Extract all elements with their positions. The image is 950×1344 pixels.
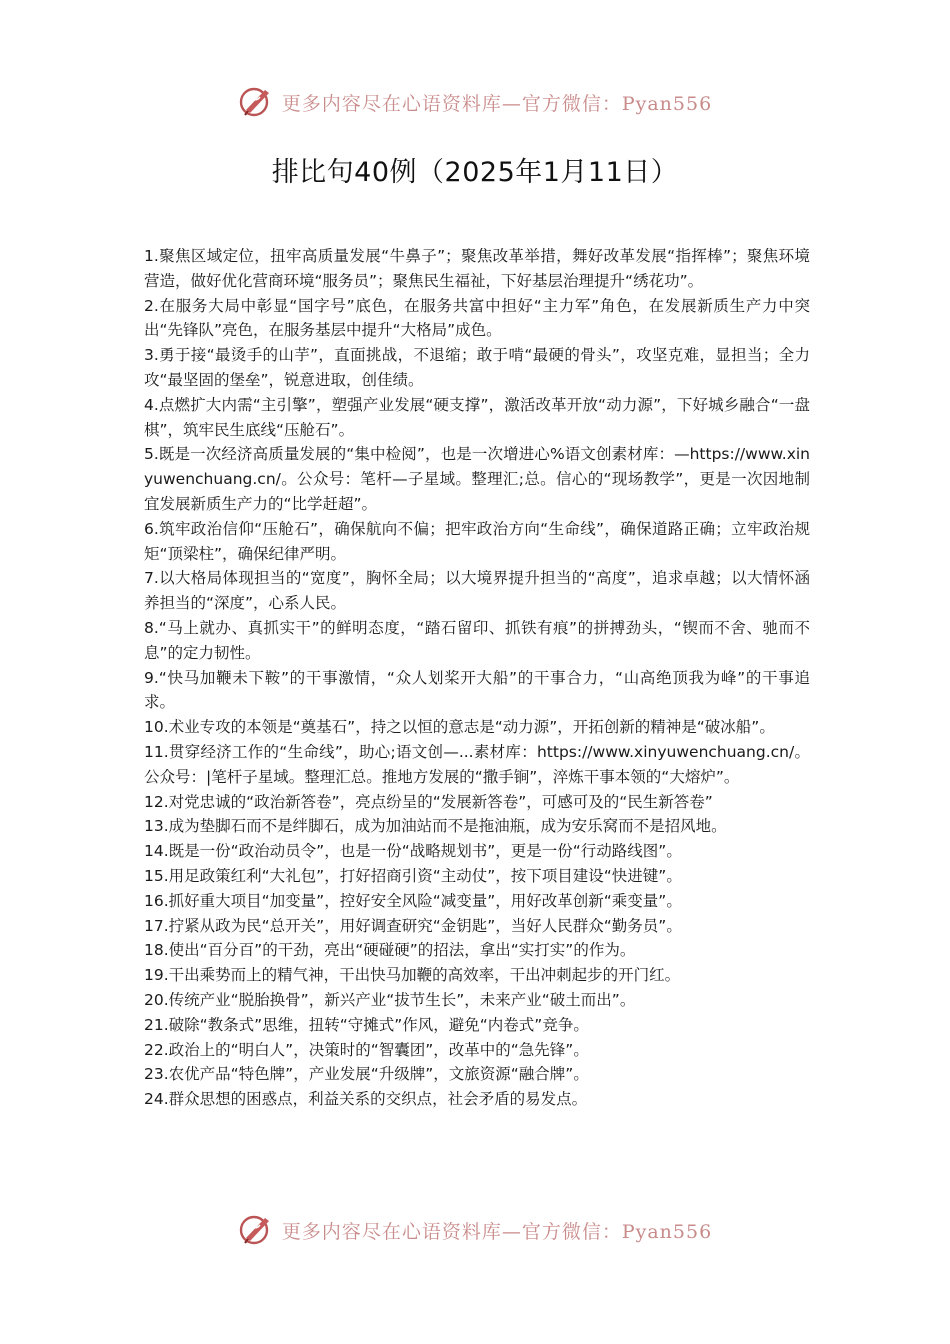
list-item: 4.点燃扩大内需“主引擎”，塑强产业发展“硬支撑”，激活改革开放“动力源”，下好城乡融合“一盘棋”，筑牢民生底线“压舱石”。 — [144, 395, 810, 439]
list-item: 8.“马上就办、真抓实干”的鲜明态度，“踏石留印、抓铁有痕”的拼搏劲头，“锲而不舍、驰而不息”的定力韧性。 — [144, 618, 810, 662]
list-item: 23.农优产品“特色牌”，产业发展“升级牌”，文旅资源“融合牌”。 — [144, 1065, 589, 1084]
footer-banner — [0, 1208, 950, 1252]
list-item: 7.以大格局体现担当的“宽度”，胸怀全局；以大境界提升担当的“高度”，追求卓越；以大情怀涵养担当的“深度”，心系人民。 — [144, 569, 810, 613]
list-item: 18.使出“百分百”的干劲，亮出“硬碰硬”的招法，拿出“实打实”的作为。 — [144, 941, 636, 960]
list-item: 24.群众思想的困惑点，利益关系的交织点，社会矛盾的易发点。 — [144, 1090, 588, 1109]
list-item: 21.破除“教条式”思维，扭转“守摊式”作风，避免“内卷式”竞争。 — [144, 1015, 589, 1034]
quill-pen-logo-icon — [238, 1212, 274, 1248]
list-item: 11.贯穿经济工作的“生命线”，助心;语文创—...素材库：https://www.xinyuwenchuang.cn/。公众号：|笔杆子星域。整理汇总。推地方发展的“撒手锏”，淬炼干事本领的“大熔炉”。 — [144, 742, 810, 786]
banner-text: 更多内容尽在心语资料库—官方微信：Pyan556 — [281, 1220, 713, 1243]
header-banner — [0, 80, 950, 124]
list-item: 5.既是一次经济高质量发展的“集中检阅”，也是一次增进心%语文创素材库：—https://www.xinyuwenchuang.cn/。公众号：笔杆—子星域。整理汇;总。信心的“现场教学”，更是一次因地制宜发展新质生产力的“比学赶超”。 — [144, 445, 810, 513]
list-item: 22.政治上的“明白人”，决策时的“智囊团”，改革中的“急先锋”。 — [144, 1040, 589, 1059]
list-item: 3.勇于接“最烫手的山芋”，直面挑战，不退缩；敢于啃“最硬的骨头”，攻坚克难，显担当；全力攻“最坚固的堡垒”，锐意进取，创佳绩。 — [144, 346, 810, 389]
banner-text: 更多内容尽在心语资料库—官方微信：Pyan556 — [281, 92, 713, 115]
list-item: 16.抓好重大项目“加变量”，控好安全风险“减变量”，用好改革创新“乘变量”。 — [144, 891, 682, 910]
quill-pen-logo-icon — [238, 84, 274, 120]
list-item: 6.筑牢政治信仰“压舱石”，确保航向不偏；把牢政治方向“生命线”，确保道路正确；立牢政治规矩“顶梁柱”，确保纪律严明。 — [144, 519, 810, 563]
list-item: 10.术业专攻的本领是“奠基石”，持之以恒的意志是“动力源”，开拓创新的精神是“破冰船”。 — [144, 718, 775, 737]
list-item: 2.在服务大局中彰显“国字号”底色，在服务共富中担好“主力军”角色，在发展新质生产力中突出“先锋队”亮色，在服务基层中提升“大格局”成色。 — [144, 296, 810, 340]
list-item: 1.聚焦区域定位，扭牢高质量发展“牛鼻子”；聚焦改革举措，舞好改革发展“指挥棒”；聚焦环境营造，做好优化营商环境“服务员”；聚焦民生福祉，下好基层治理提升“绣花功”。 — [144, 247, 810, 290]
list-item: 14.既是一份“政治动员令”，也是一份“战略规划书”，更是一份“行动路线图”。 — [144, 842, 682, 861]
list-item: 20.传统产业“脱胎换骨”，新兴产业“拔节生长”，未来产业“破土而出”。 — [144, 990, 636, 1009]
list-item: 19.干出乘势而上的精气神，干出快马加鞭的高效率，干出冲刺起步的开门红。 — [144, 966, 681, 985]
list-item: 9.“快马加鞭未下鞍”的干事激情，“众人划桨开大船”的干事合力，“山高绝顶我为峰”的干事追求。 — [144, 668, 810, 712]
list-item: 13.成为垫脚石而不是绊脚石，成为加油站而不是拖油瓶，成为安乐窝而不是招风地。 — [144, 817, 727, 836]
page-title: 排比句40例（2025年1月11日） — [271, 157, 679, 188]
list-item: 15.用足政策红利“大礼包”，打好招商引资“主动仗”，按下项目建设“快进键”。 — [144, 866, 682, 885]
article-body — [144, 244, 810, 1112]
list-item: 12.对党忠诚的“政治新答卷”，亮点纷呈的“发展新答卷”，可感可及的“民生新答卷” — [144, 792, 713, 811]
list-item: 17.拧紧从政为民“总开关”，用好调查研究“金钥匙”，当好人民群众“勤务员”。 — [144, 916, 682, 935]
